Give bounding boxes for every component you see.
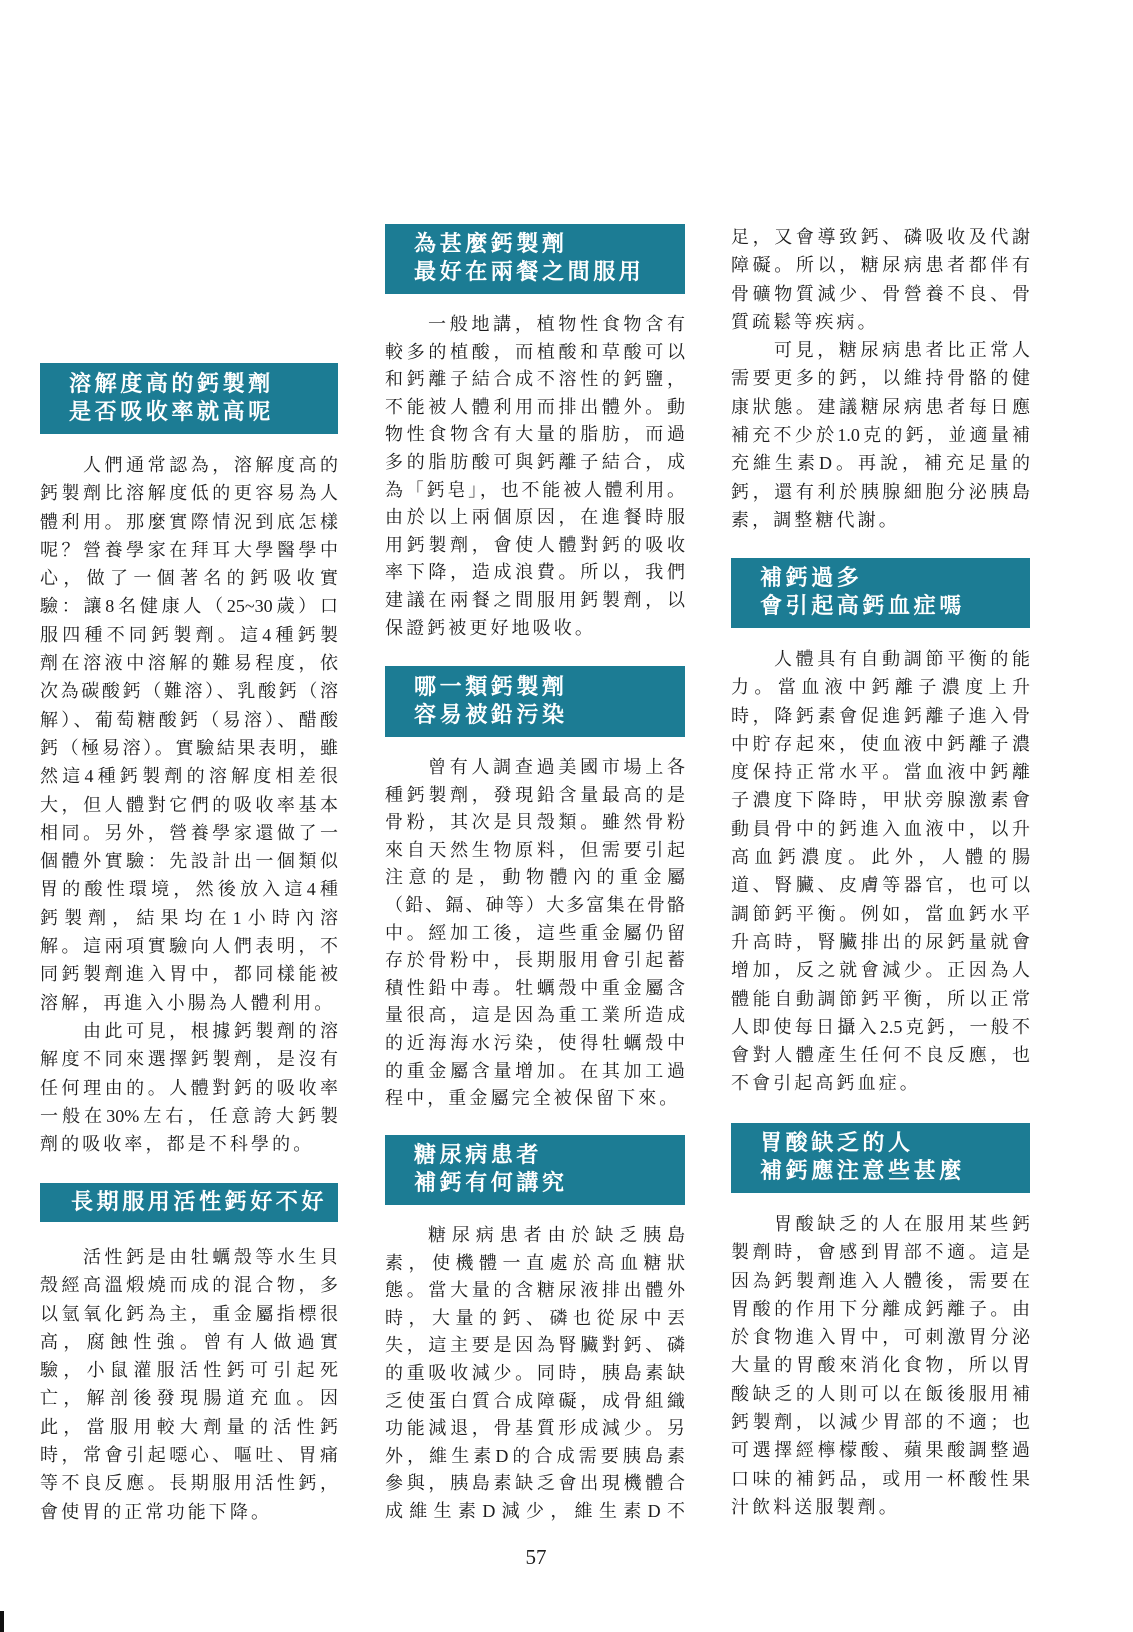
heading-line: 長期服用活性鈣好不好 — [71, 1189, 328, 1215]
text-line: 製劑時，會感到胃部不適。這是 — [731, 1242, 1030, 1263]
paragraph — [385, 754, 685, 1113]
heading-line: 胃酸缺乏的人 — [760, 1131, 914, 1156]
text-line: 障礙。所以，糖尿病患者都伴有 — [731, 255, 1030, 276]
text-line: 素，使機體一直處於高血糖狀 — [385, 1252, 685, 1273]
text-line: 體能自動調節鈣平衡，所以正常 — [731, 988, 1030, 1009]
text-line: 等不良反應。長期服用活性鈣， — [40, 1473, 338, 1494]
text-line: 呢？營養學家在拜耳大學醫學中 — [40, 539, 338, 560]
paragraph — [40, 1017, 338, 1158]
text-line: 中。經加工後，這些重金屬仍留 — [385, 922, 685, 943]
section-heading-active-calcium — [40, 1183, 338, 1222]
text-line: 活性鈣是由牡蠣殼等水生貝 — [83, 1247, 338, 1267]
text-line: 人即使每日攝入2.5克鈣，一般不 — [731, 1016, 1030, 1037]
heading-line: 容易被鉛污染 — [414, 702, 568, 728]
section-heading-lead-contamination — [385, 666, 685, 737]
text-line: 為「鈣皂」，也不能被人體利用。 — [385, 479, 685, 500]
text-line: 可見，糖尿病患者比正常人 — [774, 340, 1030, 361]
text-line: 大量的胃酸來消化食物，所以胃 — [731, 1355, 1030, 1376]
text-line: 會使胃的正常功能下降。 — [40, 1501, 273, 1522]
text-line: 殼經高溫煅燒而成的混合物，多 — [40, 1275, 338, 1296]
text-line: 劑在溶液中溶解的難易程度，依 — [40, 653, 338, 674]
text-line: 心，做了一個著名的鈣吸收實 — [40, 568, 338, 589]
text-line: 鈣製劑，結果均在1小時內溶 — [40, 907, 338, 928]
text-line: 多的脂肪酸可與鈣離子結合，成 — [385, 451, 685, 472]
text-line: 骨礦物質減少、骨營養不良、骨 — [731, 283, 1030, 304]
section-body-hypercalcemia — [731, 645, 1030, 1098]
text-line: 子濃度下降時，甲狀旁腺激素會 — [731, 790, 1030, 811]
paragraph — [385, 311, 685, 642]
text-line: 種鈣製劑，發現鉛含量最高的是 — [385, 784, 685, 805]
text-line: 素，調整糖代謝。 — [731, 509, 900, 530]
text-line: 充維生素D。再說，補充足量的 — [731, 453, 1030, 474]
text-line: 乏使蛋白質合成障礙，成骨組織 — [385, 1390, 685, 1411]
heading-line: 最好在兩餐之間服用 — [414, 260, 645, 285]
text-line: 亡，解剖後發現腸道充血。因 — [40, 1388, 338, 1409]
heading-line: 補鈣過多 — [760, 566, 863, 591]
heading-line: 為甚麼鈣製劑 — [414, 232, 568, 257]
text-line: 胃酸的作用下分離成鈣離子。由 — [731, 1298, 1030, 1319]
section-heading-between-meals — [385, 224, 685, 294]
section-heading-hypercalcemia — [731, 558, 1030, 628]
text-line: 中貯存起來，使血液中鈣離子濃 — [731, 733, 1030, 754]
text-line: 體利用。那麼實際情況到底怎樣 — [40, 511, 338, 532]
section-body-calcium-solubility — [40, 451, 338, 1158]
paragraph — [731, 1210, 1030, 1521]
text-line: 時，常會引起噁心、嘔吐、胃痛 — [40, 1445, 338, 1466]
text-line: 用鈣製劑，會使人體對鈣的吸收 — [385, 534, 685, 555]
text-line: 曾有人調查過美國市場上各 — [428, 757, 685, 777]
text-line: 時，降鈣素會促進鈣離子進入骨 — [731, 705, 1030, 726]
text-line: 動員骨中的鈣進入血液中，以升 — [731, 818, 1030, 839]
text-line: 以氫氧化鈣為主，重金屬指標很 — [40, 1303, 338, 1324]
text-line: 鈣製劑，以減少胃部的不適；也 — [731, 1412, 1030, 1433]
text-line: 增加，反之就會減少。正因為人 — [731, 960, 1030, 981]
heading-line: 哪一類鈣製劑 — [414, 674, 568, 700]
text-line: 參與，胰島素缺乏會出現機體合 — [385, 1473, 685, 1494]
text-line: 調節鈣平衡。例如，當血鈣水平 — [731, 903, 1030, 924]
section-body-active-calcium — [40, 1243, 338, 1526]
heading-line: 溶解度高的鈣製劑 — [69, 371, 274, 397]
text-line: （鉛、鎘、砷等）大多富集在骨骼 — [385, 894, 685, 915]
text-line: 升高時，腎臟排出的尿鈣量就會 — [731, 931, 1030, 952]
text-line: 來自天然生物原料，但需要引起 — [385, 839, 685, 860]
text-line: 足，又會導致鈣、磷吸收及代謝 — [731, 227, 1030, 247]
text-line: 由此可見，根據鈣製劑的溶 — [83, 1020, 338, 1041]
text-line: 解）、葡萄糖酸鈣（易溶）、醋酸 — [40, 709, 338, 730]
heading-line: 補鈣有何講究 — [414, 1171, 568, 1196]
text-line: 個體外實驗：先設計出一個類似 — [40, 851, 338, 872]
text-line: 汁飲料送服製劑。 — [731, 1496, 900, 1517]
heading-line: 補鈣應注意些甚麼 — [760, 1159, 965, 1184]
text-line: 因為鈣製劑進入人體後，需要在 — [731, 1270, 1030, 1291]
text-line: 存於骨粉中，長期服用會引起蓄 — [385, 950, 685, 971]
text-line: 溶解，再進入小腸為人體利用。 — [40, 992, 336, 1013]
heading-line: 糖尿病患者 — [414, 1143, 543, 1168]
text-line: 外，維生素D的合成需要胰島素 — [385, 1445, 685, 1466]
text-line: 率下降，造成浪費。所以，我們 — [385, 562, 685, 583]
text-line: 失，這主要是因為腎臟對鈣、磷 — [385, 1335, 685, 1356]
text-line: 可選擇經檸檬酸、蘋果酸調整過 — [731, 1440, 1030, 1461]
paragraph — [385, 1222, 685, 1526]
text-line: 次為碳酸鈣（難溶）、乳酸鈣（溶 — [40, 681, 338, 702]
section-body-lead-contamination — [385, 754, 685, 1113]
text-line: 量很高，這是因為重工業所造成 — [385, 1005, 685, 1026]
paragraph — [40, 1243, 338, 1526]
text-line: 高血鈣濃度。此外，人體的腸 — [731, 847, 1030, 868]
heading-line: 是否吸收率就高呢 — [69, 399, 274, 425]
text-line: 力。當血液中鈣離子濃度上升 — [731, 677, 1030, 698]
text-line: 成維生素D減少，維生素D不 — [385, 1500, 685, 1521]
text-line: 高，腐蝕性強。曾有人做過實 — [40, 1331, 338, 1352]
text-line: 鈣，還有利於胰腺細胞分泌胰島 — [731, 481, 1030, 502]
text-line: 質疏鬆等疾病。 — [731, 311, 879, 332]
section-body-between-meals — [385, 311, 685, 642]
text-line: 口味的補鈣品，或用一杯酸性果 — [731, 1468, 1030, 1489]
section-body-low-stomach-acid — [731, 1210, 1030, 1521]
text-line: 於食物進入胃中，可刺激胃分泌 — [731, 1327, 1030, 1348]
text-line: 補充不少於1.0克的鈣，並適量補 — [731, 425, 1030, 446]
text-line: 鈣（極易溶）。實驗結果表明，雖 — [40, 737, 338, 758]
text-line: 然這4種鈣製劑的溶解度相差很 — [40, 766, 338, 787]
text-line: 時，大量的鈣、磷也從尿中丟 — [385, 1307, 685, 1328]
section-body-diabetes — [385, 1222, 685, 1526]
text-line: 康狀態。建議糖尿病患者每日應 — [731, 396, 1030, 417]
text-line: 解度不同來選擇鈣製劑，是沒有 — [40, 1049, 338, 1070]
text-line: 同鈣製劑進入胃中，都同樣能被 — [40, 964, 338, 985]
text-line: 不會引起高鈣血症。 — [731, 1073, 921, 1094]
page-number: 57 — [525, 1545, 547, 1569]
text-line: 一般在30%左右，任意誇大鈣製 — [40, 1105, 338, 1126]
text-line: 任何理由的。人體對鈣的吸收率 — [40, 1077, 338, 1098]
text-line: 較多的植酸，而植酸和草酸可以 — [385, 341, 685, 362]
paragraph — [40, 451, 338, 1017]
paragraph — [731, 645, 1030, 1098]
text-line: 骨粉，其次是貝殼類。雖然骨粉 — [385, 812, 685, 833]
text-line: 相同。另外，營養學家還做了一 — [40, 822, 338, 843]
text-line: 解。這兩項實驗向人們表明，不 — [40, 936, 338, 957]
text-line: 需要更多的鈣，以維持骨骼的健 — [731, 368, 1030, 389]
text-line: 鈣製劑比溶解度低的更容易為人 — [40, 483, 338, 504]
text-line: 一般地講，植物性食物含有 — [428, 314, 685, 334]
text-line: 的重金屬含量增加。在其加工過 — [385, 1060, 685, 1081]
paragraph — [731, 223, 1030, 336]
text-line: 大，但人體對它們的吸收率基本 — [40, 794, 338, 815]
text-line: 驗：讓8名健康人（25~30歲）口 — [40, 596, 338, 617]
text-line: 酸缺乏的人則可以在飯後服用補 — [731, 1383, 1030, 1404]
text-line: 態。當大量的含糖尿液排出體外 — [385, 1280, 685, 1301]
text-line: 和鈣離子結合成不溶性的鈣鹽， — [385, 369, 685, 390]
text-line: 的近海海水污染，使得牡蠣殼中 — [385, 1032, 685, 1053]
text-line: 程中，重金屬完全被保留下來。 — [385, 1088, 681, 1109]
text-line: 糖尿病患者由於缺乏胰島 — [428, 1225, 685, 1245]
text-line: 功能減退，骨基質形成減少。另 — [385, 1418, 685, 1439]
text-line: 人們通常認為，溶解度高的 — [83, 455, 338, 475]
section-heading-calcium-solubility — [40, 363, 338, 434]
section-heading-low-stomach-acid — [731, 1123, 1030, 1193]
heading-line: 會引起高鈣血症嗎 — [760, 594, 965, 619]
text-line: 胃酸缺乏的人在服用某些鈣 — [774, 1214, 1030, 1234]
scan-edge-mark — [0, 1611, 4, 1632]
text-line: 由於以上兩個原因，在進餐時服 — [385, 507, 685, 528]
paragraph — [731, 336, 1030, 534]
text-line: 胃的酸性環境，然後放入這4種 — [40, 879, 338, 900]
section-heading-diabetes — [385, 1135, 685, 1205]
section-body-diabetes-continued — [731, 223, 1030, 534]
text-line: 此，當服用較大劑量的活性鈣 — [40, 1416, 338, 1437]
text-line: 保證鈣被更好地吸收。 — [385, 617, 596, 638]
text-line: 不能被人體利用而排出體外。動 — [385, 396, 685, 417]
text-line: 物性食物含有大量的脂肪，而過 — [385, 424, 685, 445]
text-line: 積性鉛中毒。牡蠣殼中重金屬含 — [385, 977, 685, 998]
text-line: 的重吸收減少。同時，胰島素缺 — [385, 1362, 685, 1383]
text-line: 人體具有自動調節平衡的能 — [774, 649, 1030, 669]
text-line: 會對人體產生任何不良反應，也 — [731, 1045, 1030, 1066]
text-line: 建議在兩餐之間服用鈣製劑，以 — [385, 589, 685, 610]
text-line: 度保持正常水平。當血液中鈣離 — [731, 762, 1030, 783]
text-line: 服四種不同鈣製劑。這4種鈣製 — [40, 624, 338, 645]
text-line: 驗，小鼠灌服活性鈣可引起死 — [40, 1360, 338, 1381]
text-line: 道、腎臟、皮膚等器官，也可以 — [731, 875, 1030, 896]
text-line: 注意的是，動物體內的重金屬 — [385, 867, 685, 888]
text-line: 劑的吸收率，都是不科學的。 — [40, 1134, 315, 1155]
